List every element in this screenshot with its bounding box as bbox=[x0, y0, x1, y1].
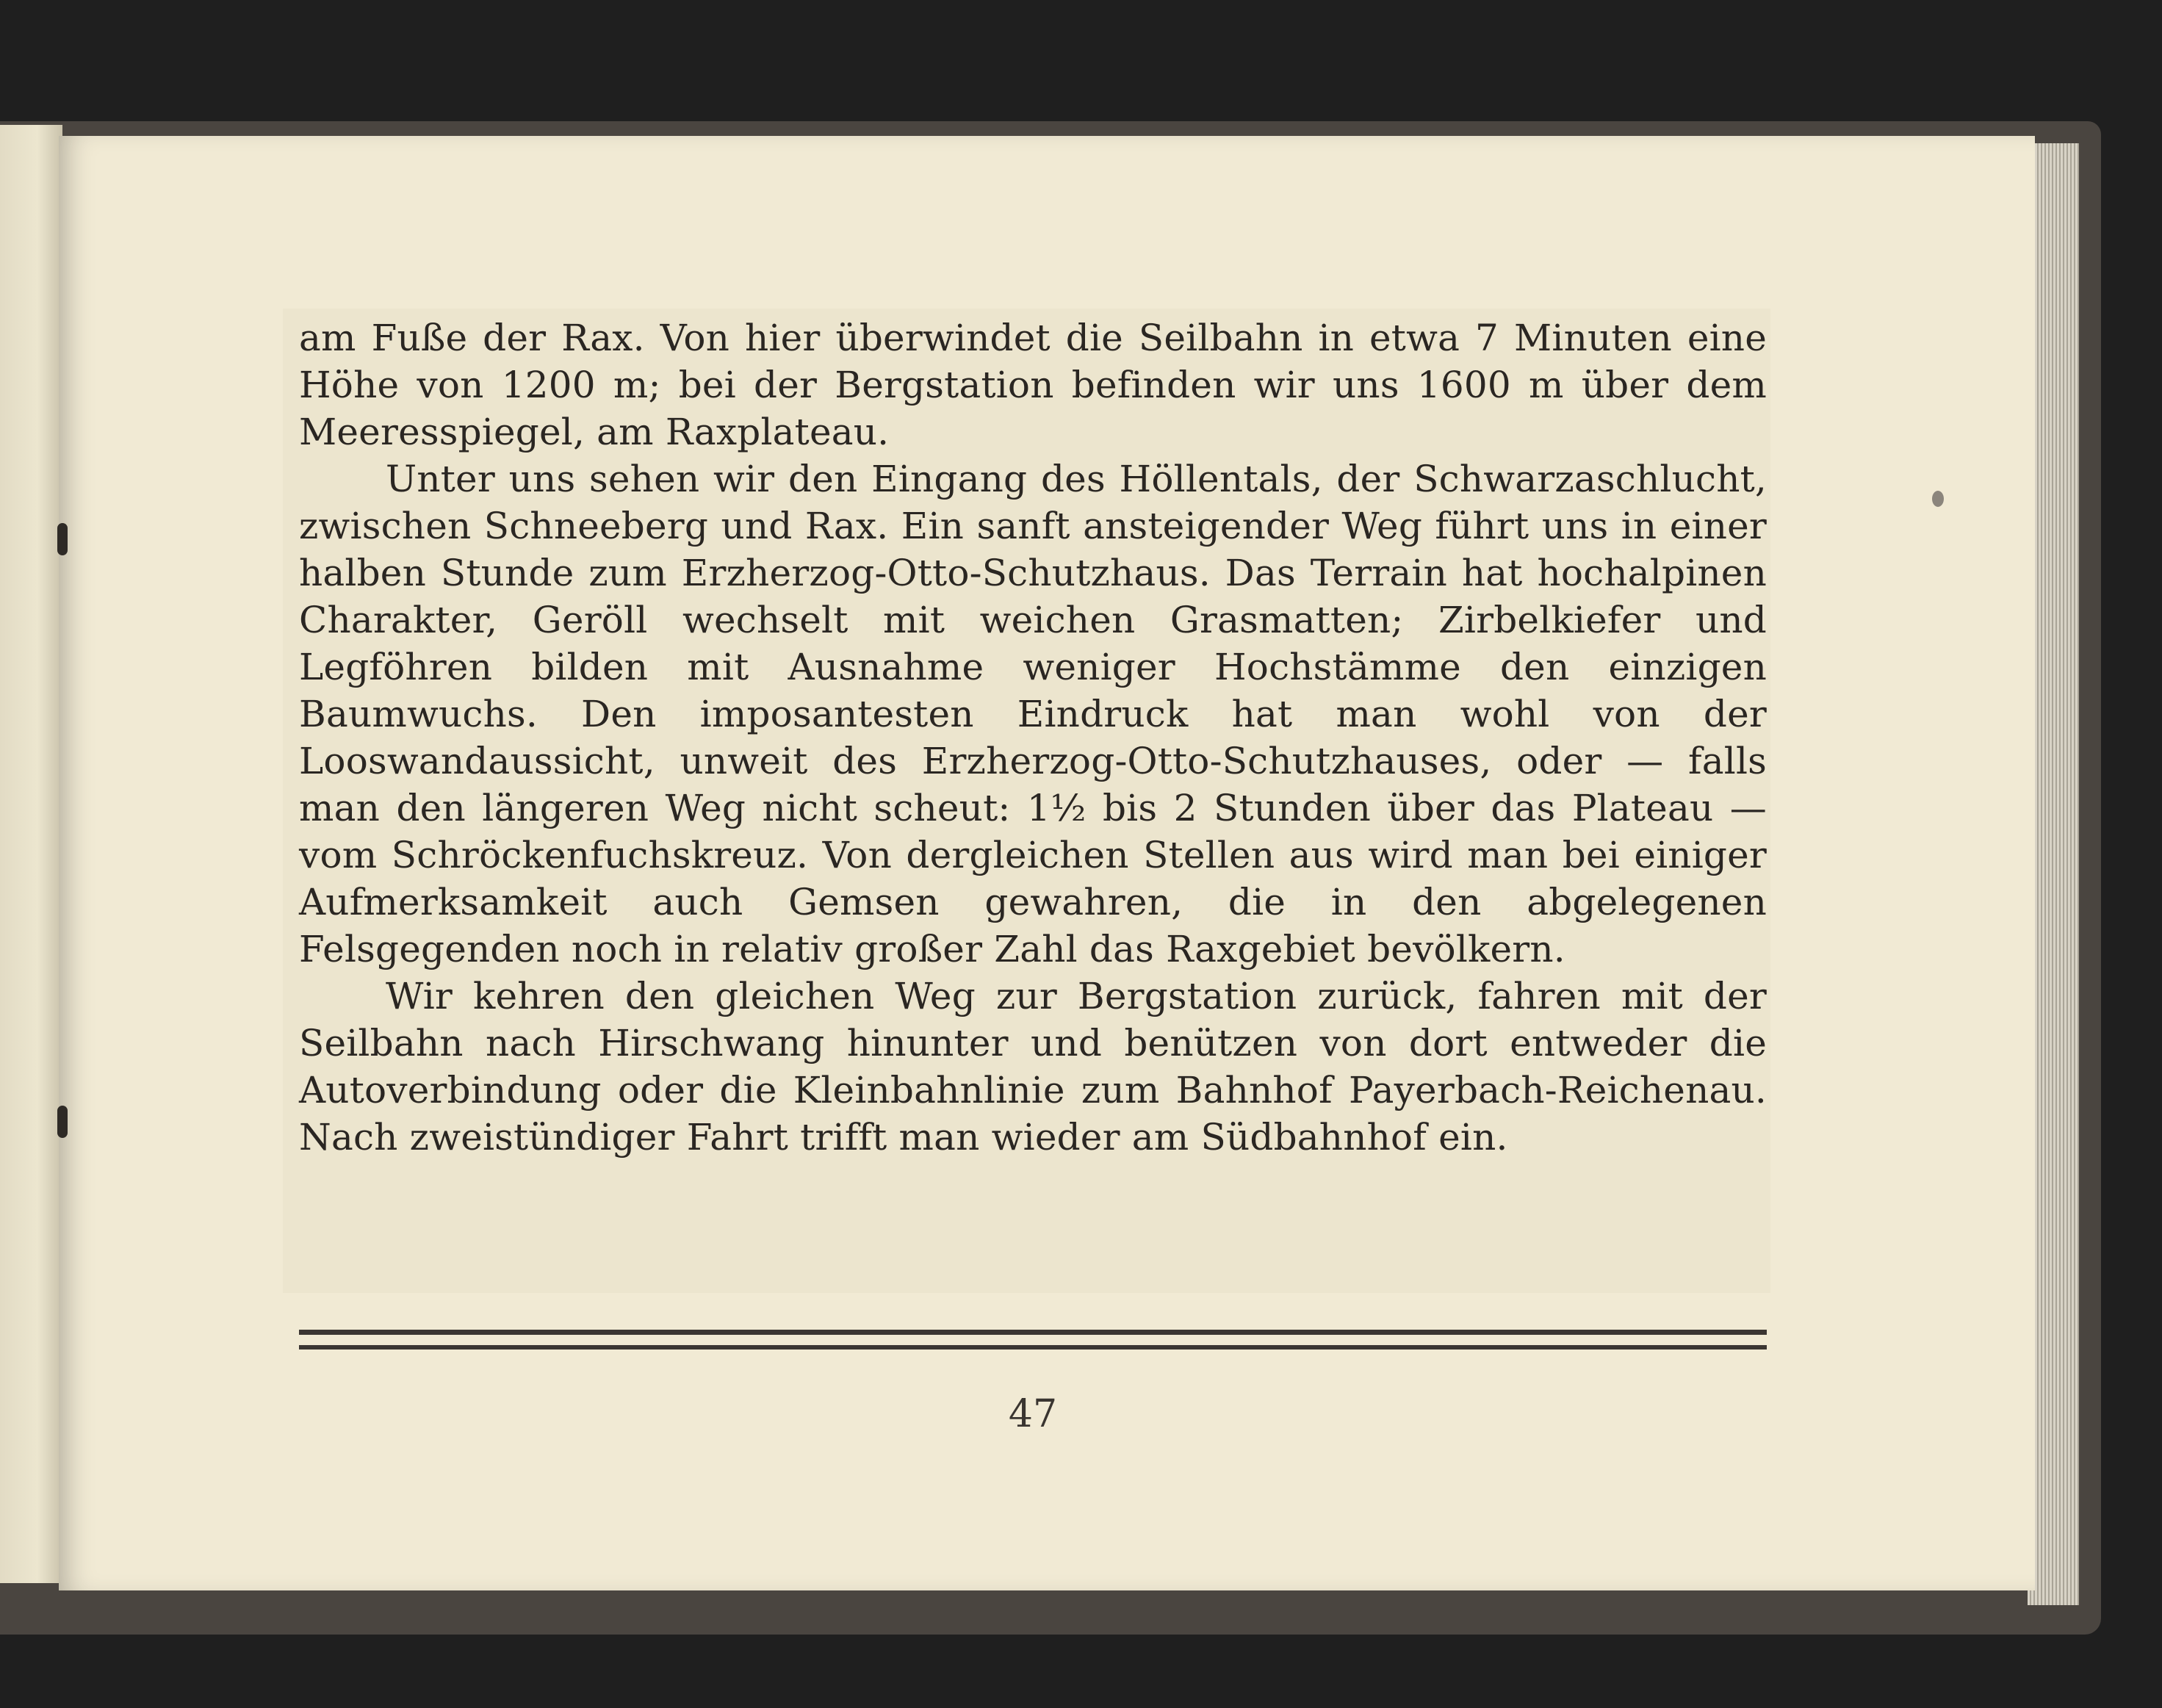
page-edges bbox=[2028, 143, 2079, 1605]
page-number: 47 bbox=[1008, 1392, 1058, 1436]
binding-thread-mark bbox=[57, 1106, 68, 1138]
paragraph-1: am Fuße der Rax. Von hier überwindet die Seilbahn in etwa 7 Minuten eine Höhe von 1200 m; bei der Bergstation befinden wir uns 1600 m über dem Meeresspiegel, am Raxplateau. bbox=[299, 317, 1767, 453]
left-page-edge bbox=[0, 125, 62, 1583]
body-text bbox=[299, 314, 1767, 1161]
paragraph-2: Unter uns sehen wir den Eingang des Höllentals, der Schwarzaschlucht, zwischen Schneeberg und Rax. Ein sanft ansteigender Weg führt uns in einer halben Stunde zum Erzherzog-Otto-Schutzhaus. Das Terrain hat hochalpinen Charakter, Geröll wechselt mit weichen Grasmatten; Zirbelkiefer und Legföhren bilden mit Ausnahme weniger Hochstämme den einzigen Baumwuchs. Den imposantesten Eindruck hat man wohl von der Looswandaussicht, unweit des Erzherzog-Otto-Schutzhauses, oder — falls man den längeren Weg nicht scheut: 1½ bis 2 Stunden über das Plateau — vom Schröckenfuchskreuz. Von dergleichen Stellen aus wird man bei einiger Aufmerksamkeit auch Gemsen gewahren, die in den abgelegenen Felsgegenden noch in relativ großer Zahl das Raxgebiet bevölkern. bbox=[299, 458, 1767, 970]
paper-blemish bbox=[1932, 491, 1944, 507]
footer-rule-thin bbox=[299, 1345, 1767, 1350]
paragraph-3: Wir kehren den gleichen Weg zur Bergstation zurück, fahren mit der Seilbahn nach Hirschwang hinunter und benützen von dort entweder die Autoverbindung oder die Kleinbahnlinie zum Bahnhof Payerbach-Reichenau. Nach zweistündiger Fahrt trifft man wieder am Südbahnhof ein. bbox=[299, 975, 1767, 1159]
footer-rule-thick bbox=[299, 1330, 1767, 1335]
binding-thread-mark bbox=[57, 523, 68, 555]
